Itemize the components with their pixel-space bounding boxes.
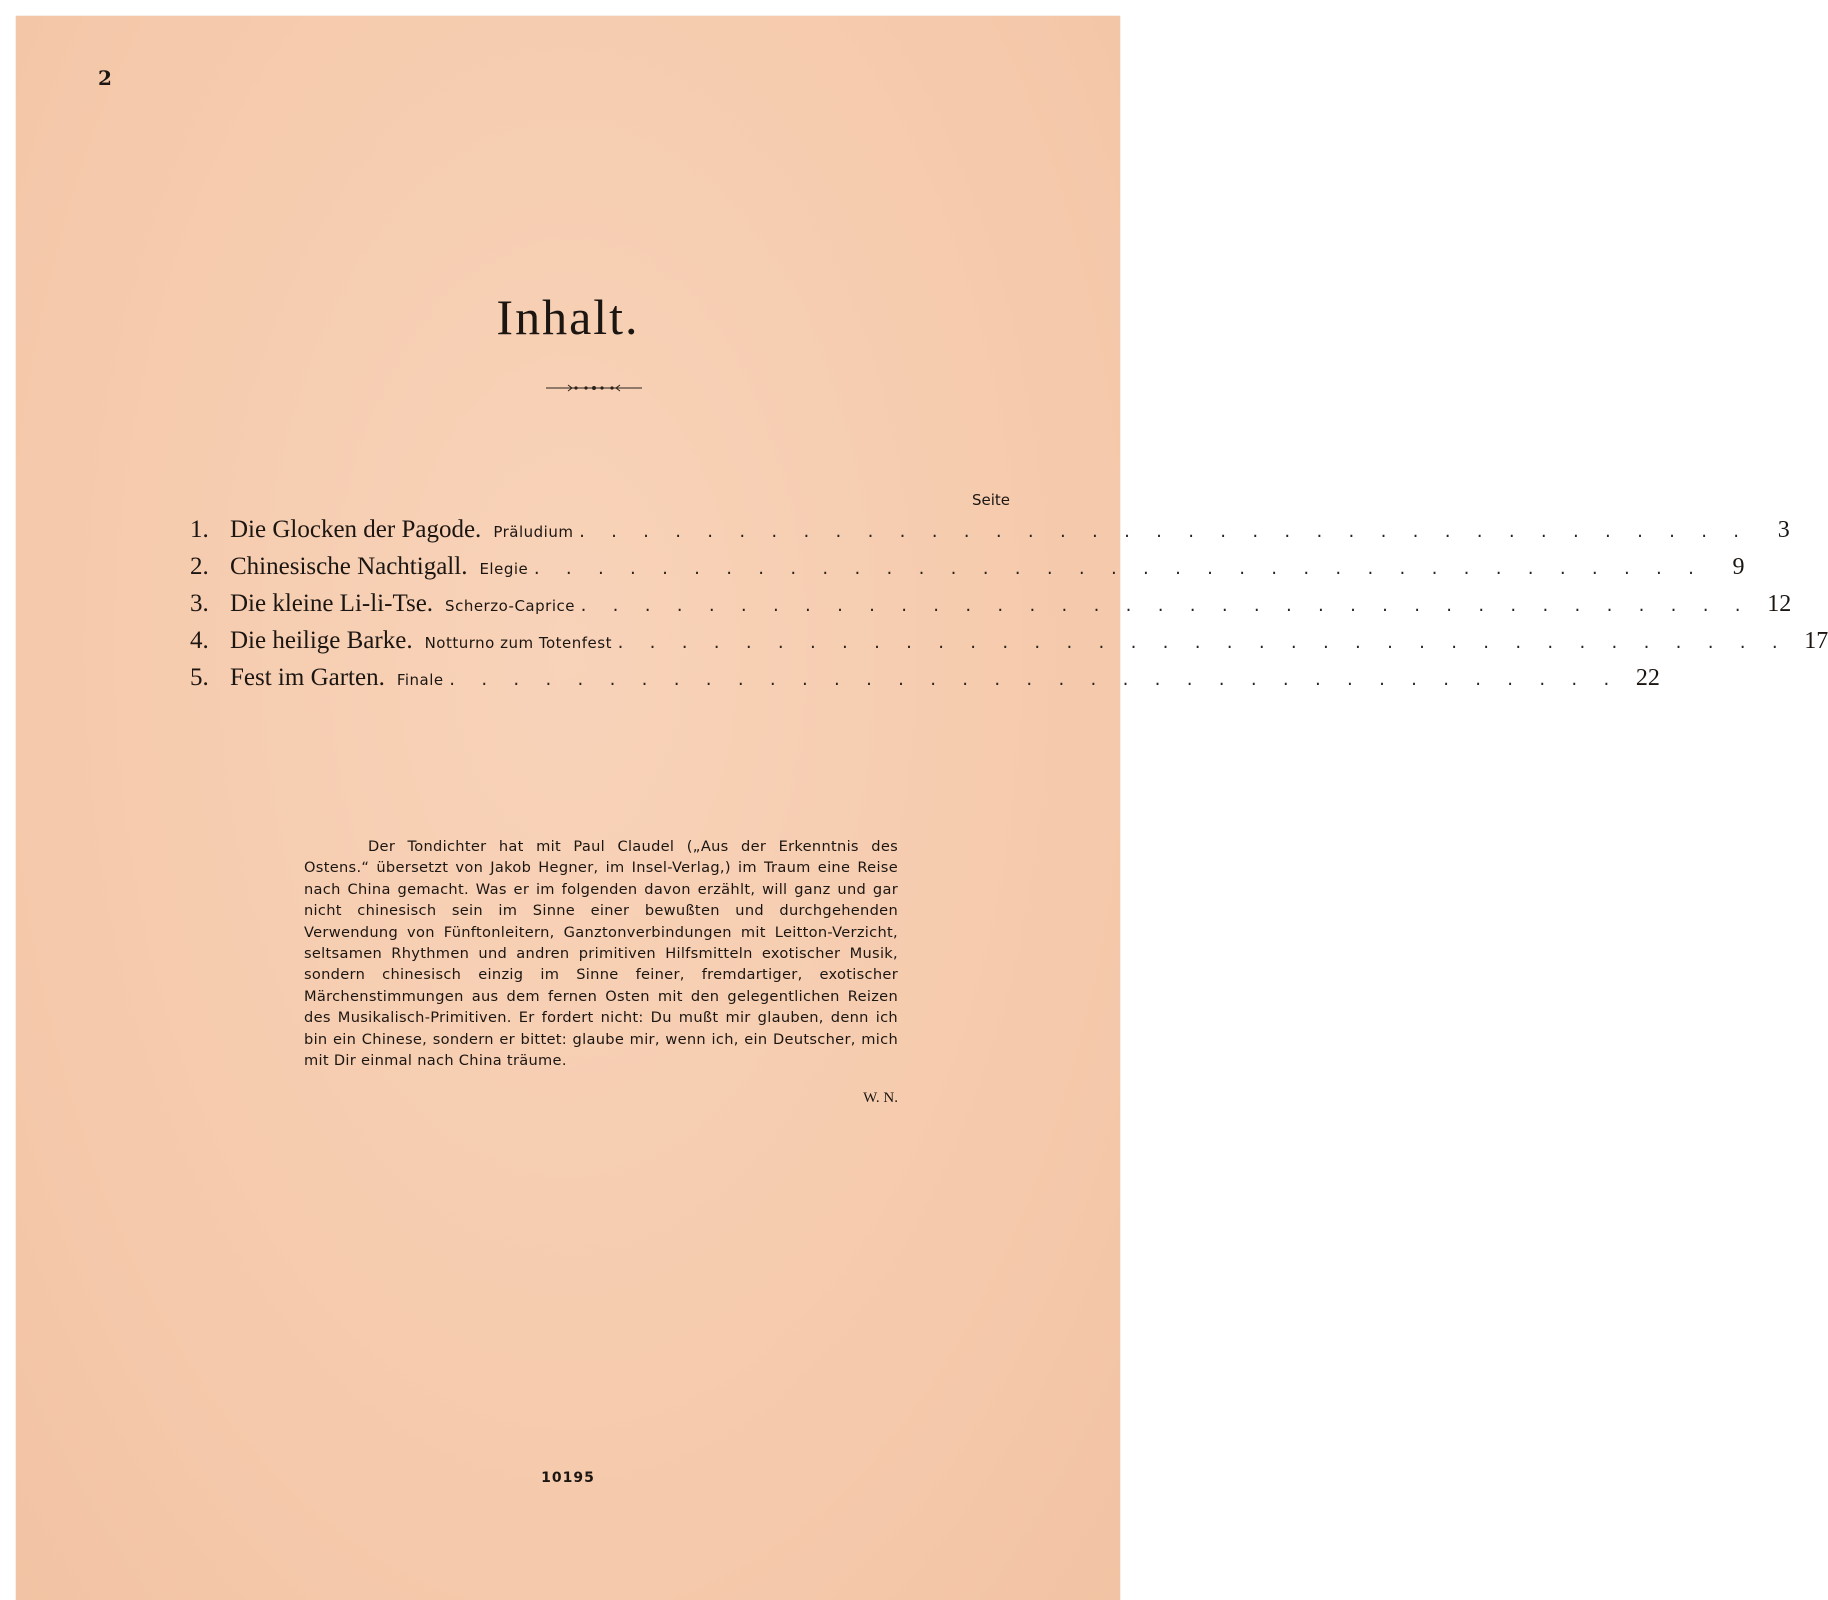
toc-column-header: Seite	[971, 491, 1010, 509]
toc-entry	[190, 590, 1792, 627]
toc-entry-page: 17	[1804, 628, 1828, 654]
toc-entry	[190, 627, 1828, 664]
page-title: Inhalt.	[496, 289, 640, 345]
toc-entry	[190, 553, 1745, 590]
toc-entry-subtitle: Elegie	[479, 560, 529, 578]
plate-number: 10195	[541, 1470, 595, 1486]
toc-dot-leader: . . . . . . . . . . . . . . . . . . . . . . . . . . . . . . . . . . . . .	[578, 597, 1750, 615]
toc-entry-subtitle: Notturno zum Totenfest	[424, 634, 612, 652]
toc-entry-title: Die kleine Li-li-Tse.	[230, 590, 434, 617]
toc-entry-subtitle: Finale	[396, 671, 444, 689]
toc-entry-number: 5.	[190, 664, 209, 691]
toc-entry-page: 22	[1635, 665, 1660, 691]
toc-entry-subtitle: Präludium	[493, 523, 574, 541]
toc-dot-leader: . . . . . . . . . . . . . . . . . . . . . . . . . . . . . . . . . . . . .	[615, 634, 1787, 652]
toc-dot-leader: . . . . . . . . . . . . . . . . . . . . . . . . . . . . . . . . . . . . .	[577, 523, 1748, 541]
toc-entry-page: 3	[1777, 517, 1790, 543]
toc-entry-number: 3.	[190, 590, 209, 617]
page-number: 2	[98, 66, 112, 90]
toc-entry-page: 9	[1732, 554, 1745, 580]
toc-entry	[190, 664, 1660, 701]
composer-note-text: Der Tondichter hat mit Paul Claudel („Aus der Erkenntnis des Ostens.“ übersetzt von Jakob Hegner, im Insel-Verlag,) im Traum eine Reise nach China gemacht. Was er im folgenden davon erzählt, will ganz und gar nicht chinesisch sein im Sinne einer bewußten und durchgehenden Verwendung von Fünftonleitern, Ganztonverbindungen mit Leitton-Verzicht, seltsamen Rhythmen und andren primitiven Hilfsmitteln exotischer Musik, sondern chinesisch einzig im Sinne feiner, fremdartiger, exotischer Märchenstimmungen aus dem fernen Osten mit den gelegentlichen Reizen des Musikalisch-Primitiven. Er fordert nicht: Du mußt mir glauben, denn ich bin ein Chinese, sondern er bittet: glaube mir, wenn ich, ein Deutscher, mich mit Dir einmal nach China träume.	[304, 838, 898, 1070]
toc-entry	[190, 516, 1790, 553]
toc-entry-title: Die heilige Barke.	[230, 627, 413, 654]
toc-dot-leader: . . . . . . . . . . . . . . . . . . . . . . . . . . . . . . . . . . . . .	[447, 671, 1618, 689]
toc-entry-number: 1.	[190, 516, 209, 543]
toc-entry-number: 4.	[190, 627, 209, 654]
note-signature: W. N.	[863, 1090, 898, 1106]
toc-entry-title: Die Glocken der Pagode.	[230, 516, 482, 543]
ornament-divider-icon	[544, 382, 644, 394]
table-of-contents	[190, 516, 1828, 701]
score-page	[16, 16, 1828, 1600]
toc-entry-number: 2.	[190, 553, 209, 580]
toc-entry-subtitle: Scherzo-Caprice	[445, 597, 575, 615]
toc-entry-title: Chinesische Nachtigall.	[230, 553, 468, 580]
composer-note	[304, 836, 898, 1071]
toc-entry-title: Fest im Garten.	[230, 664, 385, 691]
toc-entry-page: 12	[1767, 591, 1792, 617]
toc-dot-leader: . . . . . . . . . . . . . . . . . . . . . . . . . . . . . . . . . . . . .	[532, 560, 1703, 578]
